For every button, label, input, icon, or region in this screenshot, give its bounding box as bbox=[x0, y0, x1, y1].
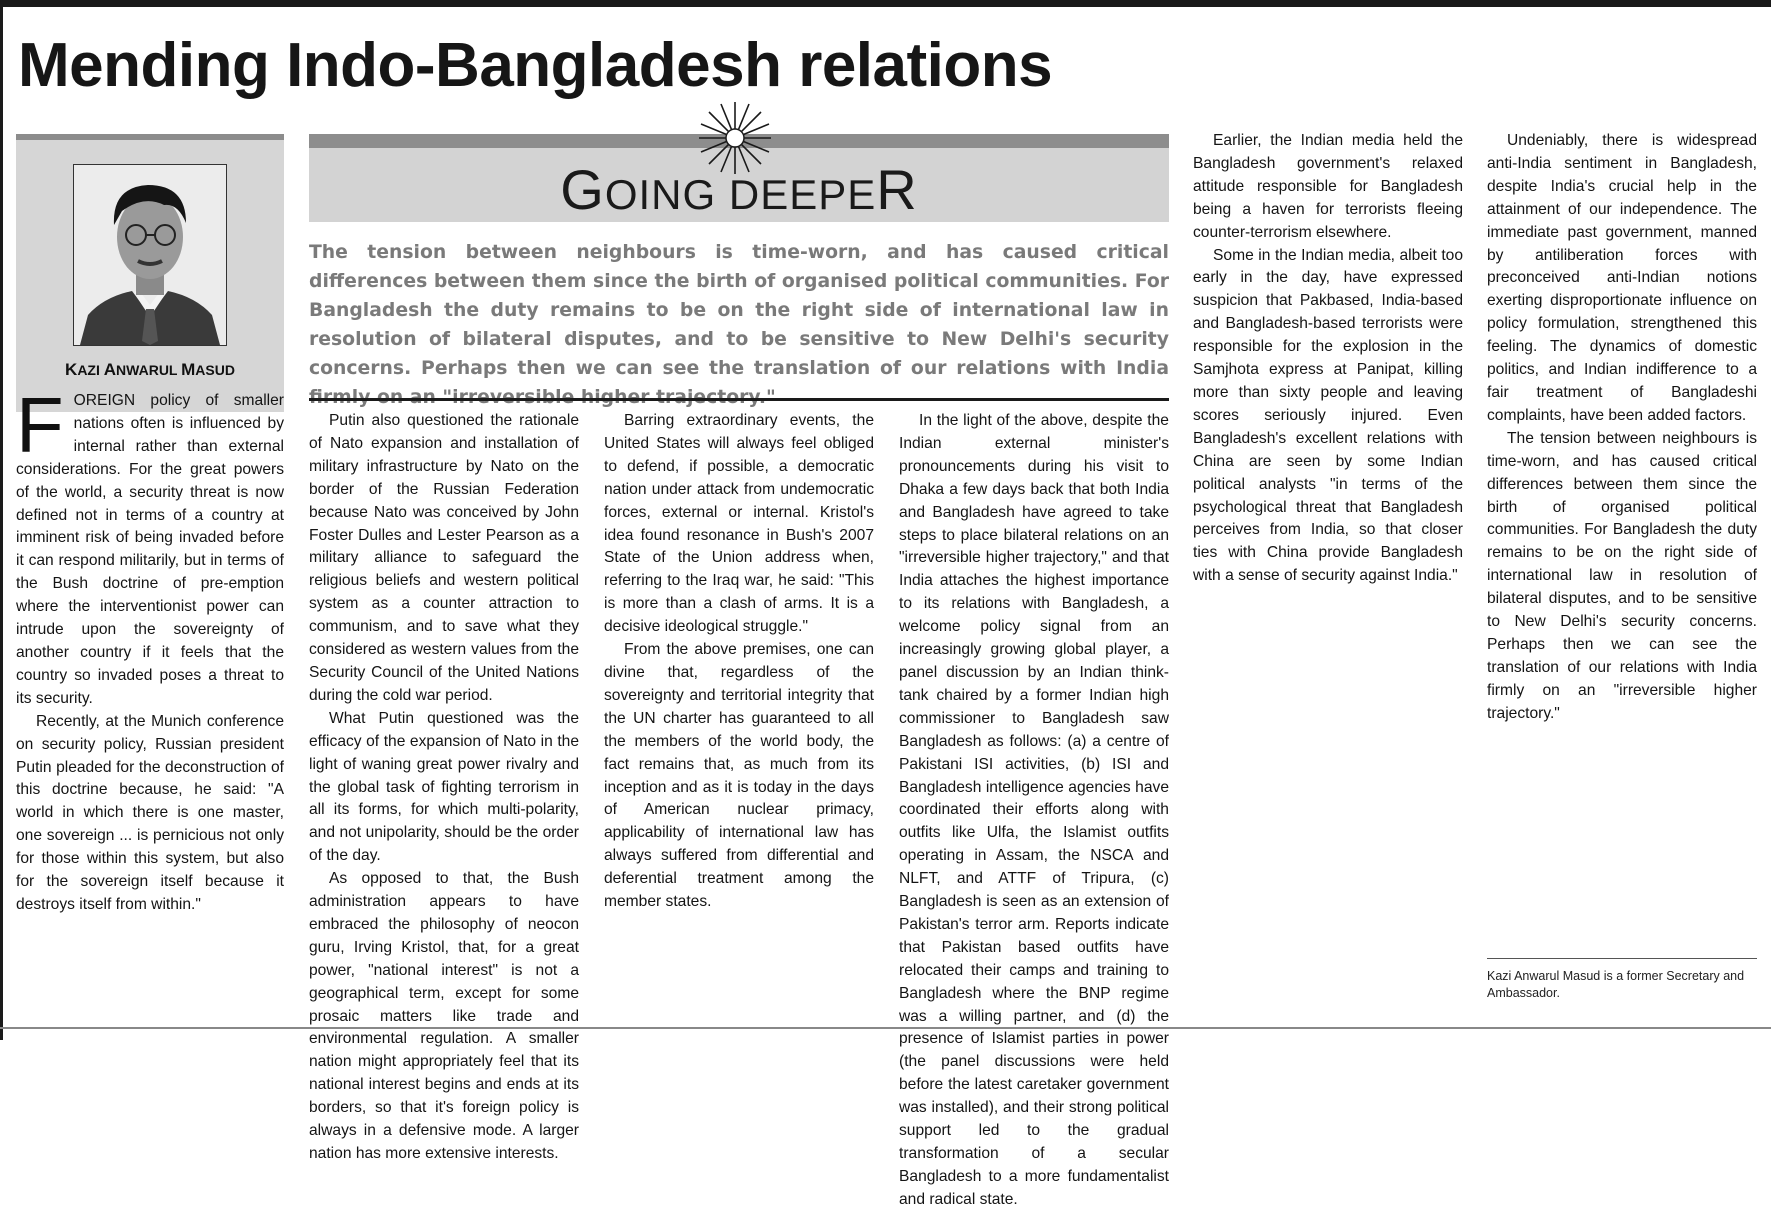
footnote-rule bbox=[1487, 958, 1757, 959]
column-2 bbox=[309, 410, 579, 1162]
article-paragraph-12: The tension between neighbours is time-worn, and has caused critical differences between them since the birth of organised political communities. For Bangladesh the duty remains to be on the right side of international law in resolution of bilateral disputes, and to be sensitive to New Delhi's security concerns. Perhaps then we can see the translation of our relations with India firmly on an "irreversible higher trajectory." bbox=[1487, 429, 1757, 722]
article-paragraph-5: As opposed to that, the Bush administration appears to have embraced the philosophy of neocon guru, Irving Kristol, that, for a great power, "national interest" is not a geographical term, except for some prosaic matters like trade and environmental regulation. A smaller nation might appropriately feel that its national interest begins and ends at its borders, so that it's foreign policy is always in a defensive mode. A larger nation has more extensive interests. bbox=[309, 870, 579, 1162]
bottom-rule bbox=[0, 1027, 1771, 1029]
drop-cap: F bbox=[16, 381, 64, 469]
article-paragraph-8: In the light of the above, despite the Indian external minister's pronouncements during his visit to Dhaka a few days back that both India and Bangladesh have agreed to take steps to place bilateral relations on an "irreversible higher trajectory," and that India attaches the highest importance to its relations with Bangladesh, a welcome policy signal from an increasingly growing global player, a panel discussion by an Indian think-tank chaired by a former Indian high commissioner to Bangladesh saw Bangladesh as follows: (a) a centre of Pakistani ISI activities, (b) ISI and Bangladesh intelligence agencies have coordinated their efforts along with outfits like Ulfa, the Islamist outfits operating in Assam, the NSCA and NLFT, and ATTF of Tripura, (c) Bangladesh is seen as an extension of Pakistan's terror arm. Reports indicate that Pakistan based outfits have relocated their camps and training to Bangladesh where the BNP regime was a willing partner, and (d) the presence of Islamist parties in power (the panel discussions were held before the latest caretaker government was installed), and their strong political support led to the gradual transformation of a secular Bangladesh to a more fundamentalist and radical state. bbox=[899, 412, 1169, 1208]
section-title: GOING DEEPER bbox=[560, 158, 918, 221]
author-box-stripe bbox=[16, 134, 284, 140]
author-photo bbox=[73, 164, 227, 346]
author-footnote: Kazi Anwarul Masud is a former Secretary and Ambassador. bbox=[1487, 969, 1745, 1000]
column-5 bbox=[1193, 130, 1463, 1016]
author-byline: KAZI ANWARUL MASUD bbox=[65, 360, 235, 379]
article-paragraph-7: From the above premises, one can divine that, regardless of the sovereignty and territorial integrity that the UN charter has guaranteed to all the members of the world body, the fact remains that, as much from its inception and as it is today in the days of American nuclear primacy, applicability of international law has always suffered from differential and deferential treatment among the member states. bbox=[604, 641, 874, 911]
article-paragraph-1: FOREIGN policy of smaller nations often is influenced by internal rather than external considerations. For the great powers of the world, a security threat is now defined not in terms of a country at imminent risk of being invaded before it can respond militarily, but in terms of the Bush doctrine of pre-emption where the interventionist power can intrude upon the sovereignty of another country if it feels that the country so invaded poses a threat to its security. bbox=[16, 381, 284, 707]
article-paragraph-9: Earlier, the Indian media held the Bangladesh government's relaxed attitude responsible for Bangladesh being a haven for terrorists fleeing counter-terrorism elsewhere. bbox=[1193, 132, 1463, 241]
author-portrait-icon bbox=[74, 165, 226, 345]
pull-quote: The tension between neighbours is time-worn, and has caused critical differences between them since the birth of organised political communities. For Bangladesh the duty remains to be on the right side of international law in resolution of bilateral disputes, and to be sensitive to New Delhi's security concerns. Perhaps then we can see the translation of our relations with India bbox=[309, 242, 1169, 379]
article-paragraph-11: Undeniably, there is widespread anti-India sentiment in Bangladesh, despite India's crucial help in the attainment of our independence. The immediate past government, manned by antiliberation forces with preconceived anti-Indian notions exerting disproportionate influence on policy formulation, strengthened this feeling. The dynamics of domestic politics, and Indian indifference to a fair treatment of Bangladeshi complaints, have been added factors. bbox=[1487, 132, 1757, 424]
article-paragraph-6: Barring extraordinary events, the United States will always feel obliged to defend, if possible, a democratic nation under attack from undemocratic forces, external or internal. Kristol's idea found resonance in Bush's 2007 State of the Union address when, referring to the Iraq war, he said: "This is more than a clash of arms. It is a decisive ideological struggle." bbox=[604, 412, 874, 636]
article-paragraph-3: Putin also questioned the rationale of Nato expansion and installation of military infrastructure by Nato on the border of the Russian Federation because Nato was conceived by John Foster Dulles and Lester Pearson as a military alliance to safeguard the religious beliefs and western political system as a counter attraction to communism, and to save what they considered as western values from the Security Council of the United Nations during the cold war period. bbox=[309, 412, 579, 704]
headline: Mending Indo-Bangladesh relations bbox=[18, 31, 1053, 100]
column-4 bbox=[899, 410, 1169, 1208]
column-3 bbox=[604, 410, 874, 1016]
article-paragraph-10: Some in the Indian media, albeit too early in the day, have expressed suspicion that Pakbased, India-based and Bangladesh-based terrorists were responsible for the explosion in the Samjhota express at Panipat, killing more than sixty people and leaving scores seriously injured. Even Bangladesh's excellent relations with China are seen by some Indian political analysts "in terms of the psychological threat that Bangladesh perceives from India, so that closer ties with China provide Bangladesh with a sense of security against India." bbox=[1193, 246, 1463, 585]
article-paragraph-2: Recently, at the Munich conference on security policy, Russian president Putin pleaded for the deconstruction of this doctrine because, he said: "A world in which there is one master, one sovereign ... is pernicious not only for those within this system, but also for the sovereign itself because it destroys itself from within." bbox=[16, 712, 284, 913]
left-rule bbox=[0, 0, 3, 1040]
column-1 bbox=[16, 381, 284, 1016]
top-rule bbox=[0, 0, 1771, 7]
author-box bbox=[16, 134, 284, 412]
column-6 bbox=[1487, 130, 1757, 980]
article-paragraph-4: What Putin questioned was the efficacy of the expansion of Nato in the light of waning great power rivalry and the global task of fighting terrorism in all its forms, for which multi-polarity, and not unipolarity, should be the order of the day. bbox=[309, 709, 579, 865]
section-rule bbox=[309, 398, 1169, 401]
